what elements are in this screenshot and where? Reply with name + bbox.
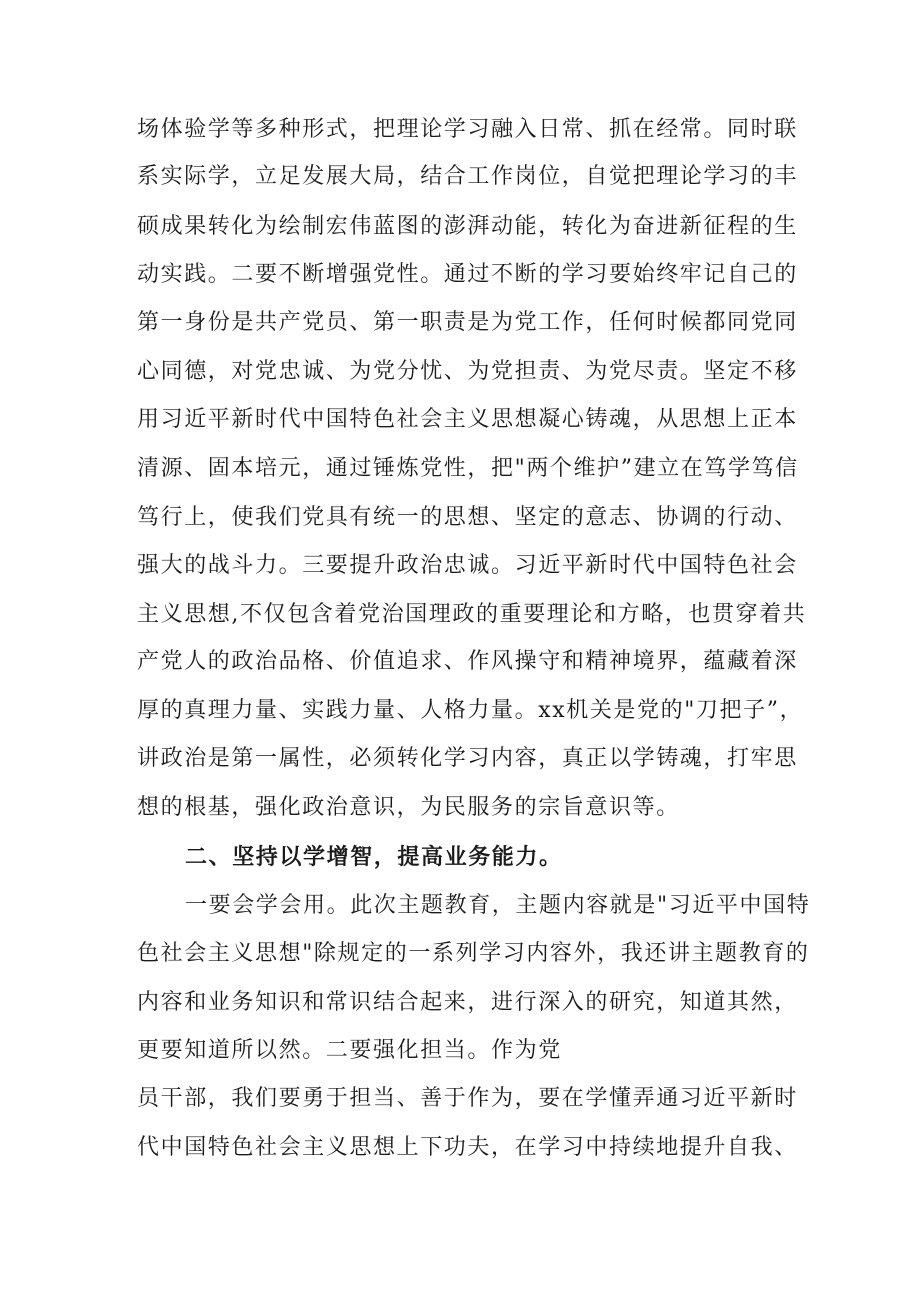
paragraph-line: 一要会学会用。此次主题教育，主题内容就是"习近平中国特 [185, 893, 811, 918]
section-heading: 二、坚持以学增智，提高业务能力。 [185, 844, 563, 870]
paragraph-line: 用习近平新时代中国特色社会主义思想凝心铸魂，从思想上正本 [137, 407, 798, 432]
paragraph-line: 强大的战斗力。三要提升政治忠诚。习近平新时代中国特色社会 [137, 553, 798, 578]
paragraph-line: 笃行上，使我们党具有统一的思想、坚定的意志、协调的行动、 [137, 505, 798, 530]
paragraph-line: 更要知道所以然。二要强化担当。作为党 [137, 1038, 562, 1063]
paragraph-line: 主义思想,不仅包含着党治国理政的重要理论和方略，也贯穿着共 [137, 602, 807, 627]
paragraph-line: 硕成果转化为绘制宏伟蓝图的澎湃动能，转化为奋进新征程的生 [137, 214, 798, 239]
paragraph-line: 第一身份是共产党员、第一职责是为党工作，任何时候都同党同 [137, 310, 798, 335]
paragraph-line: 场体验学等多种形式，把理论学习融入日常、抓在经常。同时联 [137, 117, 798, 142]
paragraph-line: 色社会主义思想"除规定的一系列学习内容外，我还讲主题教育的 [137, 941, 810, 966]
paragraph-line: 系实际学，立足发展大局，结合工作岗位，自觉把理论学习的丰 [137, 164, 798, 189]
paragraph-line: 员干部，我们要勇于担当、善于作为，要在学懂弄通习近平新时 [137, 1086, 798, 1111]
paragraph-line: 厚的真理力量、实践力量、人格力量。xx机关是党的"刀把子”， [137, 698, 804, 723]
paragraph-line: 清源、固本培元，通过锤炼党性，把"两个维护”建立在笃学笃信 [137, 456, 799, 481]
paragraph-line: 内容和业务知识和常识结合起来，进行深入的研究，知道其然， [137, 990, 798, 1015]
paragraph-line: 讲政治是第一属性，必须转化学习内容，真正以学铸魂，打牢思 [137, 746, 798, 771]
paragraph-line: 产党人的政治品格、价值追求、作风操守和精神境界，蕴藏着深 [137, 649, 798, 674]
paragraph-line: 想的根基，强化政治意识，为民服务的宗旨意识等。 [137, 795, 680, 820]
paragraph-line: 代中国特色社会主义思想上下功夫，在学习中持续地提升自我、 [137, 1135, 798, 1160]
paragraph-line: 动实践。二要不断增强党性。通过不断的学习要始终牢记自己的 [137, 262, 798, 287]
paragraph-line: 心同德，对党忠诚、为党分忧、为党担责、为党尽责。坚定不移 [137, 359, 798, 384]
